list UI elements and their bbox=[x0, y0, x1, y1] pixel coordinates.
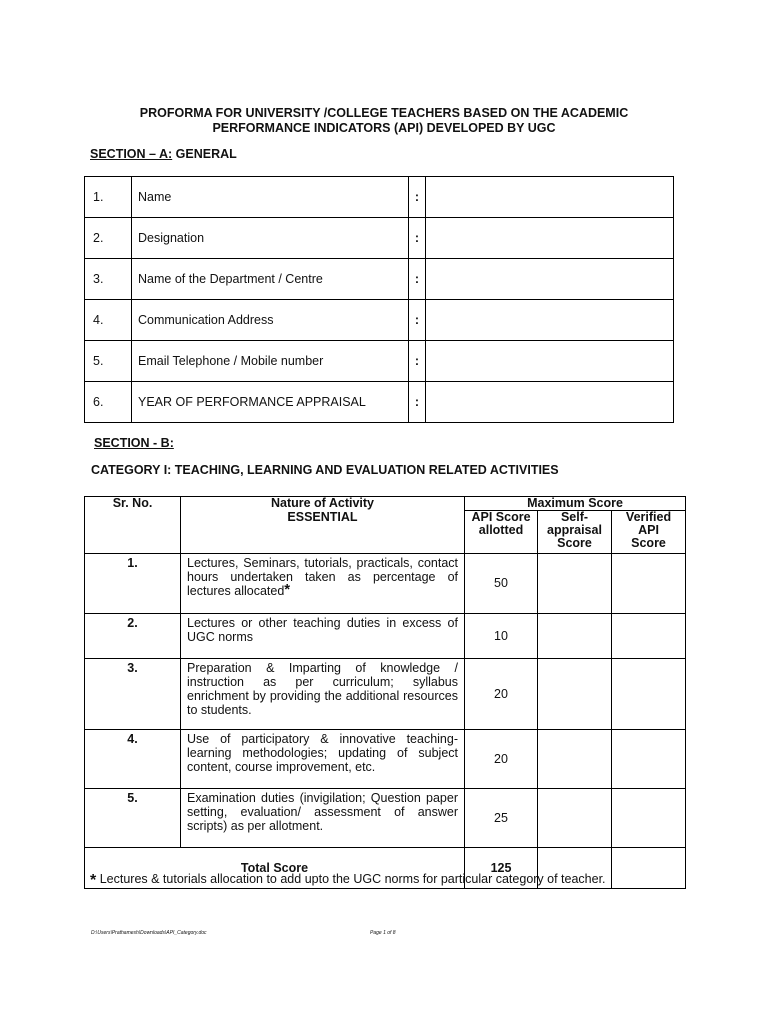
activity-self-score-field[interactable] bbox=[538, 613, 612, 658]
total-value: 125 bbox=[465, 847, 538, 888]
general-row bbox=[85, 218, 674, 259]
row-label: Communication Address bbox=[132, 300, 409, 341]
activity-self-score-field[interactable] bbox=[538, 788, 612, 847]
row-number: 2. bbox=[85, 218, 132, 259]
activity-sr: 3. bbox=[85, 658, 181, 729]
row-colon: : bbox=[409, 382, 426, 423]
activity-verified-score-field[interactable] bbox=[612, 658, 686, 729]
row-value-field[interactable] bbox=[426, 382, 674, 423]
general-row bbox=[85, 382, 674, 423]
total-verified-score-field[interactable] bbox=[612, 847, 686, 888]
activity-self-score-field[interactable] bbox=[538, 658, 612, 729]
activity-api-score: 25 bbox=[465, 788, 538, 847]
footer-page-number: Page 1 of 8 bbox=[370, 930, 396, 936]
general-info-table bbox=[84, 176, 674, 423]
activity-api-score: 50 bbox=[465, 553, 538, 613]
general-row bbox=[85, 341, 674, 382]
title-line-1: PROFORMA FOR UNIVERSITY /COLLEGE TEACHERS BASED ON THE ACADEMIC bbox=[139, 106, 629, 120]
section-a-name: GENERAL bbox=[172, 147, 237, 161]
header-sr-no: Sr. No. bbox=[85, 497, 181, 554]
header-max-score: Maximum Score bbox=[465, 497, 686, 511]
page-title bbox=[84, 106, 684, 136]
header-nature: Nature of Activity bbox=[181, 497, 465, 511]
activity-row bbox=[85, 729, 686, 788]
activity-sr: 4. bbox=[85, 729, 181, 788]
activity-text-cell bbox=[181, 613, 465, 658]
activity-verified-score-field[interactable] bbox=[612, 613, 686, 658]
general-row bbox=[85, 300, 674, 341]
activity-score-table bbox=[84, 496, 686, 889]
row-colon: : bbox=[409, 218, 426, 259]
activity-row bbox=[85, 553, 686, 613]
activity-verified-score-field[interactable] bbox=[612, 788, 686, 847]
activity-text-cell bbox=[181, 658, 465, 729]
row-value-field[interactable] bbox=[426, 341, 674, 382]
row-colon: : bbox=[409, 300, 426, 341]
activity-api-score: 10 bbox=[465, 613, 538, 658]
footnote bbox=[90, 872, 606, 890]
activity-text: Preparation & Imparting of knowledge / instruction as per curriculum; syllabus enrichment by providing the additional resources to students. bbox=[187, 660, 458, 717]
activity-text: Use of participatory & innovative teaching-learning methodologies; updating of subject content, course improvement, etc. bbox=[187, 731, 458, 774]
row-colon: : bbox=[409, 341, 426, 382]
row-number: 1. bbox=[85, 177, 132, 218]
activity-text-cell bbox=[181, 553, 465, 613]
header-essential: ESSENTIAL bbox=[181, 511, 465, 554]
row-value-field[interactable] bbox=[426, 259, 674, 300]
section-a-heading bbox=[90, 147, 237, 161]
row-label: Name of the Department / Centre bbox=[132, 259, 409, 300]
header-api-allotted: API Score allotted bbox=[465, 511, 538, 554]
row-value-field[interactable] bbox=[426, 300, 674, 341]
general-row bbox=[85, 177, 674, 218]
header-verified: Verified API Score bbox=[612, 511, 686, 554]
activity-text-cell bbox=[181, 788, 465, 847]
footnote-mark: * bbox=[90, 872, 97, 889]
category-heading: CATEGORY I: TEACHING, LEARNING AND EVALUATION RELATED ACTIVITIES bbox=[91, 463, 559, 477]
section-a-prefix: SECTION – A: bbox=[90, 147, 173, 161]
general-row bbox=[85, 259, 674, 300]
row-label: Name bbox=[132, 177, 409, 218]
row-value-field[interactable] bbox=[426, 177, 674, 218]
activity-row bbox=[85, 788, 686, 847]
row-colon: : bbox=[409, 177, 426, 218]
activity-text: Examination duties (invigilation; Question paper setting, evaluation/ assessment of answer scripts) as per allotment. bbox=[187, 790, 458, 833]
activity-row bbox=[85, 658, 686, 729]
activity-verified-score-field[interactable] bbox=[612, 553, 686, 613]
activity-text: Lectures, Seminars, tutorials, practicals, contact hours undertaken taken as percentage of lectures allocated bbox=[187, 555, 458, 598]
row-colon: : bbox=[409, 259, 426, 300]
activity-self-score-field[interactable] bbox=[538, 729, 612, 788]
row-label: Email Telephone / Mobile number bbox=[132, 341, 409, 382]
activity-text: Lectures or other teaching duties in excess of UGC norms bbox=[187, 615, 458, 644]
activity-text-cell bbox=[181, 729, 465, 788]
activity-sr: 5. bbox=[85, 788, 181, 847]
activity-api-score: 20 bbox=[465, 729, 538, 788]
activity-self-score-field[interactable] bbox=[538, 553, 612, 613]
total-label: Total Score bbox=[85, 847, 465, 888]
title-line-2: PERFORMANCE INDICATORS (API) DEVELOPED BY UGC bbox=[212, 121, 556, 135]
row-number: 6. bbox=[85, 382, 132, 423]
row-number: 3. bbox=[85, 259, 132, 300]
row-label: YEAR OF PERFORMANCE APPRAISAL bbox=[132, 382, 409, 423]
activity-row bbox=[85, 613, 686, 658]
row-value-field[interactable] bbox=[426, 218, 674, 259]
row-number: 5. bbox=[85, 341, 132, 382]
section-b-heading: SECTION - B: bbox=[94, 436, 174, 450]
activity-sr: 2. bbox=[85, 613, 181, 658]
activity-verified-score-field[interactable] bbox=[612, 729, 686, 788]
footer-file-path: D:\Users\Prathamesh\Downloads\API_Category.doc bbox=[91, 930, 207, 936]
row-label: Designation bbox=[132, 218, 409, 259]
activity-api-score: 20 bbox=[465, 658, 538, 729]
activity-mark: * bbox=[284, 580, 291, 598]
header-self-appraisal: Self-appraisal Score bbox=[538, 511, 612, 554]
activity-sr: 1. bbox=[85, 553, 181, 613]
row-number: 4. bbox=[85, 300, 132, 341]
footnote-text: Lectures & tutorials allocation to add upto the UGC norms for particular category of teacher. bbox=[96, 872, 606, 886]
